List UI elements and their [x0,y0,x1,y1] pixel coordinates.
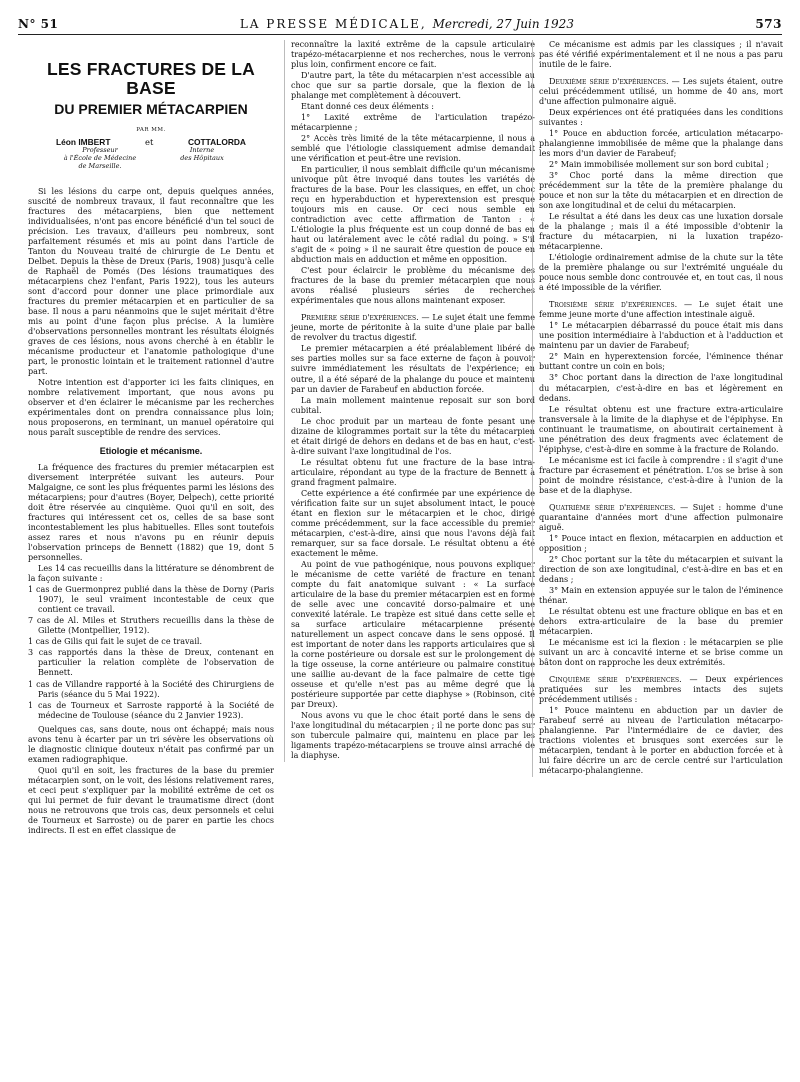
experiment-series-2 [539,77,783,107]
paragraph: La fréquence des fractures du premier métacarpien est diversement interprétée suivant les auteurs. Pour Malgaigne, ce sont les plus fréquentes parmi les lésions des métacarpiens; pour d'autres (Boyer, Delpech), cette priorité doit être réservée au cinquième. Quoi qu'il en soit, des fractures qui intéressent cet os, celles de sa base sont incontestablement les plus habituelles. Elles sont toutefois assez rares et nous n'avons pu en réunir depuis l'observation princeps de Bennett (1882) que 19, dont 5 personnelles. [28,463,274,563]
paragraph: Etant donné ces deux éléments : [301,102,435,112]
paragraph: Le résultat obtenu fut une fracture de la base intra-articulaire, répondant au type de la fracture de Bennett à grand fragment palmaire. [291,457,535,487]
experiment-series-5 [539,675,783,705]
list-item: 3 cas rapportés dans la thèse de Dreux, contenant en particulier la relation complète de l'observation de Bennett. [28,648,274,678]
series-text: — Le sujet était une femme jeune morte d'une affection intestinale aiguë. [539,300,783,320]
series-text: — Le sujet était une femme jeune, morte de péritonite à la suite d'une plaie par balle de revolver du tractus digestif. [291,313,535,343]
experiment-series-1 [291,313,535,343]
paragraph: Le résultat a été dans les deux cas une luxation dorsale de la phalange ; mais il a été impossible d'obtenir la fracture du métacarpien, ni la luxation trapézo-métacarpienne. [539,212,783,252]
journal-name: LA PRESSE MÉDICALE, [239,17,427,31]
paragraph: Au point de vue pathogénique, nous pouvons expliquer le mécanisme de cette variété de fracture en tenant compte du fait anatomique suivant : « La surface articulaire de la base du premier métacarpien est en forme de selle avec une concavité dorso-palmaire et une convexité latérale. Le trapèze est situé dans cette selle et sa surface articulaire métacarpienne présente naturellement un aspect concave dans le sens opposé. Il est important de noter dans les rapports articulaires que si la corne postérieure ou dorsale est sur le prolongement de la tige osseuse, la corne antérieure ou palmaire constitue une saillie au-devant de la face palmaire de cette tige osseuse et qu'elle n'est pas au même degré que la postérieure supportée par cette diaphyse » (Robinson, cité par Dreux). [291,559,535,709]
author-conjunction: et [145,136,154,147]
list-item: 1 cas de Villandre rapporté à la Société des Chirurgiens de Paris (séance du 5 Mai 1922). [28,679,274,699]
paragraph: Notre intention est d'apporter ici les faits cliniques, en nombre relativement important, que nous avons pu observer et d'en éclairer le mécanisme par les recherches expérimentales dont on prendra connaissance plus loin; nous proposerons, en terminant, un manuel opératoire qui nous paraît susceptible de rendre des services. [28,377,274,437]
column-2 [284,40,535,762]
paragraph: Quoi qu'il en soit, les fractures de la base du premier métacarpien sont, on le voit, des lésions relativement rares, et ceci peut s'expliquer par la mobilité extrême de cet os qui lui permet de fuir devant le traumatisme direct (dont nous ne retrouvons que trois cas, deux personnels et celui de Tourneux et Sarroste) ou de parer en partie les chocs indirects. Il est en effet classique de [28,765,274,835]
page-header [18,14,782,35]
paragraph: 2° Accès très limité de la tête métacarpienne, il nous a semblé que l'étiologie classiquement admise demandait une vérification et peut-être une revision. [291,134,535,164]
paragraph: Quelques cas, sans doute, nous ont échappé; mais nous avons tenu à écarter par un tri sévère les observations où le diagnostic clinique douteux n'était pas confirmé par un examen radiographique. [28,724,274,764]
affiliations [50,147,252,170]
paragraph: Si les lésions du carpe ont, depuis quelques années, suscité de nombreux travaux, il faut reconnaître que les fractures des métacarpiens, bien que nettement individualisées, n'ont pas encore bénéficié d'un tel souci de précision. Les travaux, d'ailleurs peu nombreux, sont parfaitement résumés et mis au point dans l'article de Tanton du Nouveau traité de chirurgie de Le Dentu et Delbet. Depuis la thèse de Dreux (Paris, 1908) jusqu'à celle de Raphaël de Pomés (Des lésions traumatiques des métacarpiens chez l'enfant, Paris 1922), tous les auteurs sont d'accord pour donner une place primordiale aux fractures du premier métacarpien et en particulier de sa base. Il nous a paru néanmoins que le sujet méritait d'être mis au point d'une façon plus précise. A la lumière d'observations personnelles montrant les résultats éloignés graves de ces lésions, nous avons cherché à en établir le mécanisme producteur et l'anatomie pathologique d'une part, le pronostic lointain et le traitement rationnel d'autre part. [28,186,274,376]
paragraph: 1° Le métacarpien débarrassé du pouce était mis dans une position intermédiaire à l'abduction et à l'adduction et maintenu par un davier de Farabeuf; [539,321,783,351]
paragraph: Le mécanisme est ici la flexion : le métacarpien se plie suivant un arc à concavité interne et se brise comme un bâton dont on rapproche les deux extrémités. [539,637,783,667]
paragraph: 3° Main en extension appuyée sur le talon de l'éminence thénar. [539,585,783,605]
paragraph: Le premier métacarpien a été préalablement libéré de ses parties molles sur sa face externe de façon à pouvoir suivre immédiatement les résultats de l'expérience; en outre, il a été séparé de la phalange du pouce et maintenu par un davier de Farabeuf en abduction forcée. [291,344,535,394]
author-imbert: Léon IMBERT [56,136,111,147]
affiliation-imbert: Professeur à l'École de Médecine de Marseille. [63,146,137,170]
list-item: 1 cas de Gilis qui fait le sujet de ce travail. [28,637,203,647]
column-1 [28,40,274,837]
paragraph: Cette expérience a été confirmée par une expérience de vérification faite sur un sujet absolument intact, le pouce étant en flexion sur le métacarpien et le choc, dirigé comme précédemment, sur la face accessible du premier métacarpien, c'est-à-dire, ainsi que nous l'avons déjà fait remarquer, sur sa face dorsale. Le résultat obtenu a été exactement le même. [291,488,535,558]
series-text: — Deux expériences pratiquées sur les membres intacts des sujets précédemment utilisés : [539,674,783,704]
paragraph: 2° Main immobilisée mollement sur son bord cubital ; [549,160,769,170]
issue-number: N° 51 [18,17,59,31]
article-title-line2: DU PREMIER MÉTACARPIEN [54,100,248,117]
author-cottalorda: COTTALORDA [187,136,246,147]
series-label: Première série d'expériences. [301,313,419,323]
byline-prefix: PAR MM. [136,126,166,133]
paragraph: 2° Choc portant sur la tête du métacarpien et suivant la direction de son axe longitudinal, c'est-à-dire en bas et en dedans ; [539,554,783,584]
series-label: Deuxième série d'expériences. [549,77,669,87]
section-heading: Etiologie et mécanisme. [99,445,203,456]
series-label: Troisième série d'expériences. [549,300,678,310]
article-title-line1: LES FRACTURES DE LA BASE [47,59,255,99]
series-text: — Les sujets étaient, outre celui précédemment utilisé, un homme de 40 ans, mort d'une affection pulmonaire aiguë. [539,77,783,107]
paragraph: 1° Laxité extrême de l'articulation trapézo-métacarpienne ; [291,113,535,133]
paragraph: Le résultat obtenu est une fracture oblique en bas et en dehors extra-articulaire de la base du premier métacarpien. [539,606,783,636]
paragraph: 3° Choc portant dans la direction de l'axe longitudinal du métacarpien, c'est-à-dire en bas et légèrement en dedans. [539,373,783,403]
series-label: Cinquième série d'expériences. [549,674,682,684]
paragraph: 1° Pouce en abduction forcée, articulation métacarpo-phalangienne immobilisée de même que la phalange dans les mors d'un davier de Farabeuf; [539,129,783,159]
paragraph: 1° Pouce maintenu en abduction par un davier de Farabeuf serré au niveau de l'articulation métacarpo-phalangienne. Par l'intermédiaire de ce davier, des tractions violentes et brusques sont exercées sur le métacarpien, tendant à le porter en abduction forcée et à lui faire décrire un arc de cercle centré sur l'articulation métacarpo-phalangienne. [539,705,783,776]
list-item: 7 cas de Al. Miles et Struthers recueillis dans la thèse de Gilette (Montpellier, 1912). [28,616,274,636]
column-3 [532,40,783,777]
paragraph: reconnaître la laxité extrême de la capsule articulaire trapézo-métacarpienne et nos recherches, nous le verrons plus loin, confirment encore ce fait. [291,40,535,70]
page-number: 573 [755,17,782,31]
paragraph: Les 14 cas recueillis dans la littérature se dénombrent de la façon suivante : [28,564,274,584]
paragraph: Deux expériences ont été pratiquées dans les conditions suivantes : [539,108,783,128]
paragraph: Ce mécanisme est admis par les classiques ; il n'avait pas été vérifié expérimentalement et il ne nous a pas paru inutile de le faire. [539,40,783,70]
list-item: 1 cas de Guermonprez publié dans la thèse de Dorny (Paris 1907), le seul vraiment incontestable de ceux que contient ce travail. [28,585,274,615]
case-list [28,585,274,720]
paragraph: D'autre part, la tête du métacarpien n'est accessible au choc que sur sa partie dorsale, que la flexion de la phalange met complètement à découvert. [291,71,535,101]
journal-title [240,17,574,31]
paragraph: En particulier, il nous semblait difficile qu'un mécanisme univoque pût être invoqué dans toutes les variétés de fractures de la base. Pour les classiques, en effet, un choc reçu en hyperabduction et hyperextension est presque toujours mis en cause. Or ceci nous semble en contradiction avec cette affirmation de Tanton : « L'étiologie la plus fréquente est un coup donné de bas en haut ou latéralement avec le côté radial du poing. » S'il s'agit de « poing » il ne saurait être question de pouce en abduction mais en adduction et même en opposition. [291,165,535,265]
paragraph: 3° Choc porté dans la même direction que précédemment sur la tête de la première phalange du pouce et non sur la tête du métacarpien et en direction de son axe longitudinal et de celui du métacarpien. [539,171,783,211]
paragraph: L'étiologie ordinairement admise de la chute sur la tête de la première phalange ou sur l'extrémité unguéale du pouce nous semble donc controuvée et, en tout cas, il nous a été impossible de la vérifier. [539,253,783,293]
series-text: — Sujet : homme d'une quarantaine d'années mort d'une affection pulmonaire aiguë. [539,502,783,532]
paragraph: C'est pour éclaircir le problème du mécanisme des fractures de la base du premier métacarpien que nous avons réalisé plusieurs séries de recherches expérimentales que nous allons maintenant exposer. [291,266,535,306]
experiment-series-4 [539,503,783,533]
issue-date: Mercredi, 27 Juin 1923 [432,17,574,31]
series-label: Quatrième série d'expériences. [549,502,676,512]
paragraph: Le mécanisme est ici facile à comprendre : il s'agit d'une fracture par écrasement et pénétration. L'os se brise à son point de moindre résistance, c'est-à-dire à l'union de la base et de la diaphyse. [539,455,783,495]
paragraph: Le résultat obtenu est une fracture extra-articulaire transversale à la limite de la diaphyse et de l'épiphyse. En continuant le traumatisme, on aboutirait certainement à une pénétration des deux fragments avec éclatement de l'épiphyse, c'est-à-dire en somme à la fracture de Rolando. [539,404,783,454]
list-item: 1 cas de Tourneux et Sarroste rapporté à la Société de médecine de Toulouse (séance du 2 Janvier 1923). [28,700,274,720]
paragraph: 2° Main en hyperextension forcée, l'éminence thénar buttant contre un coin en bois; [539,352,783,372]
paragraph: Le choc produit par un marteau de fonte pesant une dizaine de kilogrammes portait sur la tête du métacarpien et était dirigé de dehors en dedans et de bas en haut, c'est-à-dire suivant l'axe longitudinal de l'os. [291,416,535,456]
affiliation-cottalorda: Interne des Hôpitaux [180,146,224,162]
paragraph: La main mollement maintenue reposait sur son bord cubital. [291,395,535,415]
experiment-series-3 [539,300,783,320]
paragraph: Nous avons vu que le choc était porté dans le sens de l'axe longitudinal du métacarpien ; il ne porte donc pas sur son tubercule palmaire qui, maintenu en place par les ligaments trapézo-métacarpiens se trouve ainsi arraché de la diaphyse. [291,711,535,761]
paragraph: 1° Pouce intact en flexion, métacarpien en adduction et opposition ; [539,533,783,553]
